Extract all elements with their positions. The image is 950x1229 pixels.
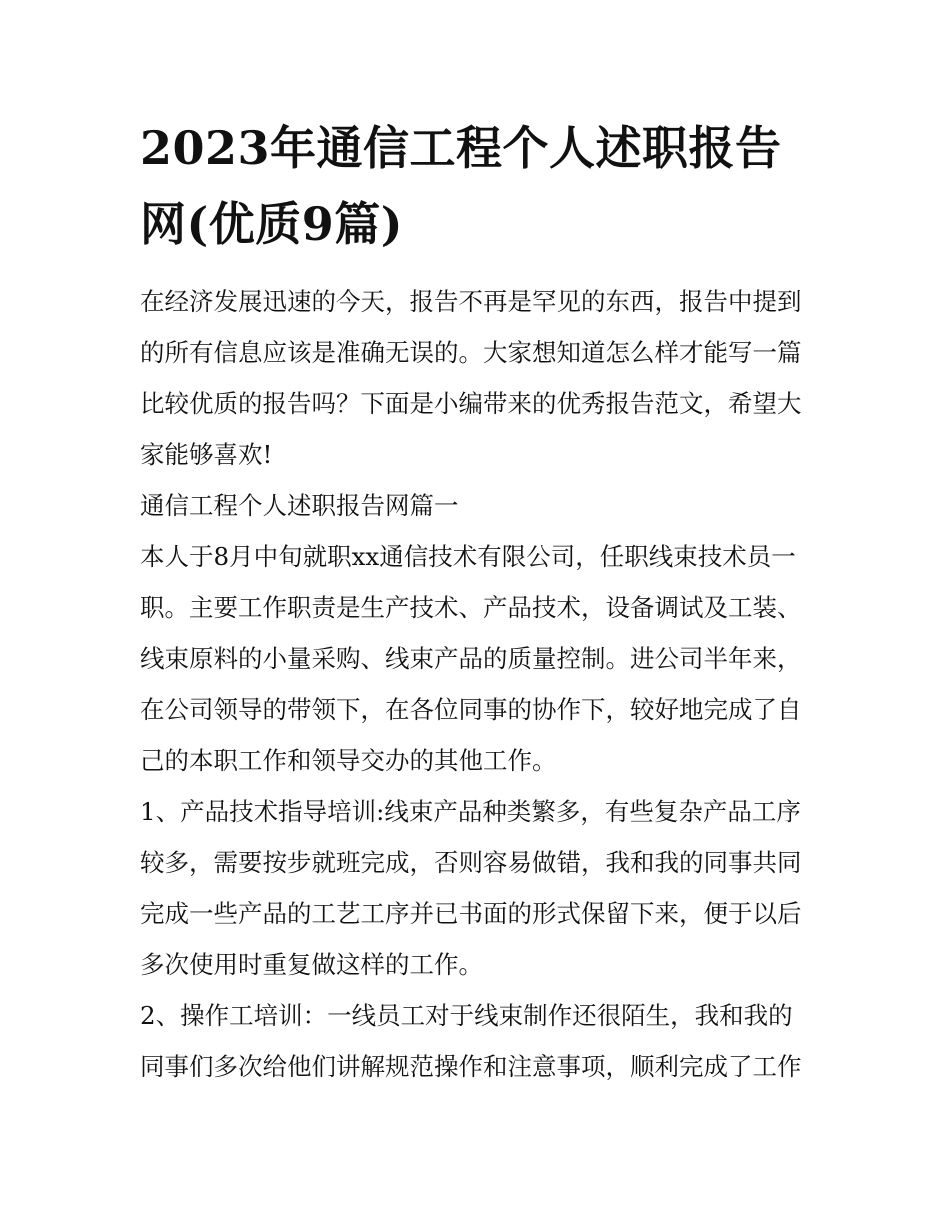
body-paragraph-2: 1、产品技术指导培训:线束产品种类繁多，有些复杂产品工序较多，需要按步就班完成，否则容易做错，我和我的同事共同完成一些产品的工艺工序并已书面的形式保留下来，便于以后多次使用时重复做这样的工作。 <box>140 797 802 979</box>
intro-paragraph: 在经济发展迅速的今天，报告不再是罕见的东西，报告中提到的所有信息应该是准确无误的。大家想知道怎么样才能写一篇比较优质的报告吗？下面是小编带来的优秀报告范文，希望大家能够喜欢! <box>140 287 802 469</box>
section-heading: 通信工程个人述职报告网篇一 <box>140 491 459 520</box>
document-title: 2023年通信工程个人述职报告网(优质9篇) <box>140 121 782 251</box>
body-paragraph-3: 2、操作工培训：一线员工对于线束制作还很陌生，我和我的同事们多次给他们讲解规范操作和注意事项，顺利完成了工作 <box>140 1001 802 1081</box>
body-paragraph-1: 本人于8月中旬就职xx通信技术有限公司，任职线束技术员一职。主要工作职责是生产技术、产品技术，设备调试及工装、线束原料的小量采购、线束产品的质量控制。进公司半年来，在公司领导的带领下，在各位同事的协作下，较好地完成了自己的本职工作和领导交办的其他工作。 <box>140 542 802 775</box>
document-body <box>140 276 816 1092</box>
